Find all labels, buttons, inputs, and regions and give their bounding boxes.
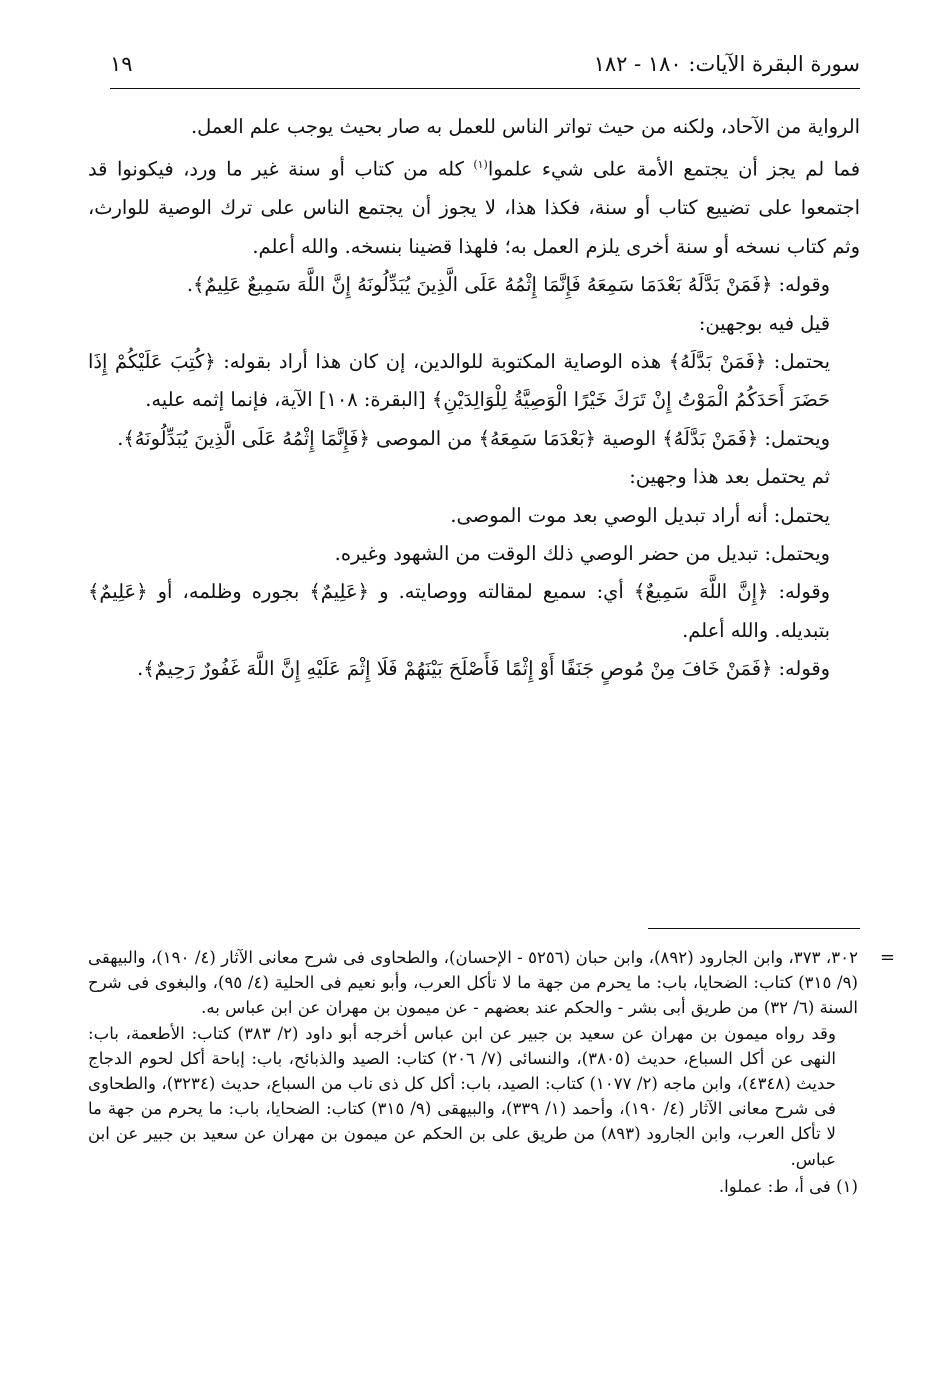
footnote-reference: (١) [473,158,488,172]
paragraph-2-rest: كله من كتاب أو سنة غير ما ورد، فيكونوا قد اجتمعوا على تضييع كتاب أو سنة، فكذا هذا، لا يجوز أن يجتمع الناس على ترك الوصية للوارث، وثم كتاب نسخه أو سنة أخرى يلزم العمل به؛ فلهذا قضينا بنسخه. والله أعلم. [88,157,860,258]
footnote-text-1: ٣٠٢، ٣٧٣، وابن الجارود (٨٩٢)، وابن حبان (٥٢٥٦ - الإحسان)، والطحاوى فى شرح معانى الآثار (٤/ ١٩٠)، والبيهقى (٩/ ٣١٥) كتاب: الضحايا، باب: ما يحرم من جهة ما لا تأكل العرب، وأبو نعيم فى الحلية (٤/ ٩٥)، والبغوى فى شرح السنة (٦/ ٣٢) من طريق أبى بشر - والحكم عند بعضهم - عن ميمون بن مهران عن ابن عباس به. [88,948,858,1018]
paragraph-option-1: يحتمل: أنه أراد تبديل الوصي بعد موت الموصى. [450,503,830,527]
paragraph-1: الرواية من الآحاد، ولكنه من حيث تواتر الناس للعمل به صار بحيث يوجب علم العمل. [190,115,860,138]
paragraph-second-way: ويحتمل: ﴿فَمَنْ بَدَّلَهُ﴾ الوصية ﴿بَعْدَمَا سَمِعَهُ﴾ من الموصى ﴿فَإِنَّمَا إِثْمُهُ عَلَى الَّذِينَ يُبَدِّلُونَهُ﴾. [117,426,830,450]
page-number: ١٩ [110,52,133,76]
paragraph-option-2: ويحتمل: تبديل من حضر الوصي ذلك الوقت من الشهود وغيره. [334,541,830,565]
paragraph-verse-1: وقوله: ﴿فَمَنْ بَدَّلَهُ بَعْدَمَا سَمِعَهُ فَإِنَّمَا إِثْمُهُ عَلَى الَّذِينَ يُبَدِّلُونَهُ إِنَّ اللَّهَ سَمِيعٌ عَلِيمٌ﴾. [186,273,830,297]
footnote-separator [648,928,860,929]
paragraph-2-start: فما لم يجز أن يجتمع الأمة على شيء علموا [487,157,860,181]
footnotes [88,945,895,1199]
paragraph-2 [88,146,860,266]
footnote-text-2: وقد رواه ميمون بن مهران عن سعيد بن جبير عن ابن عباس أخرجه أبو داود (٢/ ٣٨٣) كتاب: الأطعمة، باب: النهى عن أكل السباع، حديث (٣٨٠٥)، والنسائى (٧/ ٢٠٦) كتاب: الصيد والذبائح، باب: إباحة أكل لحوم الدجاج حديث (٤٣٤٨)، وابن ماجه (٢/ ١٠٧٧) كتاب: الصيد، باب: أكل كل ذى ناب من السباع، حديث (٣٢٣٤)، والطحاوى فى شرح معانى الآثار (٤/ ١٩٠)، وأحمد (١/ ٣٣٩)، والبيهقى (٩/ ٣١٥) كتاب: الضحايا، باب: ما يحرم من جهة ما لا تأكل العرب، وابن الجارود (٨٩٣) من طريق على بن الحكم عن ميمون بن مهران عن سعيد بن جبير عن ابن عباس. [88,1023,836,1169]
chapter-title: سورة البقرة الآيات: ١٨٠ - ١٨٢ [593,52,860,76]
paragraph-verse-3: وقوله: ﴿فَمَنْ خَافَ مِنْ مُوصٍ جَنَفًا أَوْ إِثْمًا فَأَصْلَحَ بَيْنَهُمْ فَلَا إِثْمَ عَلَيْهِ إِنَّ اللَّهَ غَفُورٌ رَحِيمٌ﴾. [137,657,830,681]
paragraph-then: ثم يحتمل بعد هذا وجهين: [629,465,830,489]
running-header [110,48,860,88]
footnote-continuation [88,945,895,1021]
main-text [88,108,860,689]
header-rule [110,88,860,89]
paragraph-two-ways: قيل فيه بوجهين: [698,311,830,335]
continuation-mark: = [879,947,895,968]
paragraph-first-way: يحتمل: ﴿فَمَنْ بَدَّلَهُ﴾ هذه الوصاية المكتوبة للوالدين، إن كان هذا أراد بقوله: ﴿كُتِبَ عَلَيْكُمْ إِذَا حَضَرَ أَحَدَكُمُ الْمَوْتُ إِنْ تَرَكَ خَيْرًا الْوَصِيَّةُ لِلْوَالِدَيْنِ﴾ [البقرة: ١٠٨] الآية، فإنما إثمه عليه. [88,349,830,412]
footnote-1: (١) فى أ، ط: عملوا. [718,1176,858,1196]
paragraph-verse-2: وقوله: ﴿إِنَّ اللَّهَ سَمِيعٌ﴾ أي: سميع لمقالته ووصايته. و ﴿عَلِيمٌ﴾ بجوره وظلمه، أو ﴿عَلِيمٌ﴾ بتبديله. والله أعلم. [88,580,830,642]
